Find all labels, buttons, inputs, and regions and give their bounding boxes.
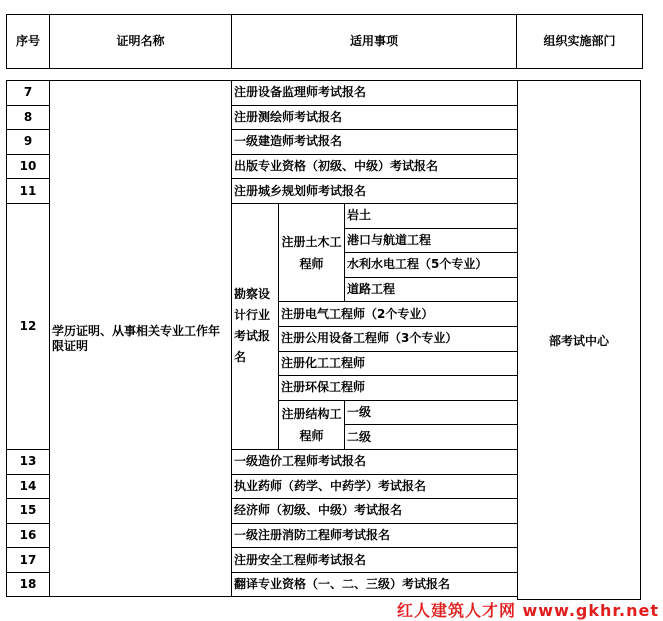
watermark: 红人建筑人才网 www.gkhr.net	[396, 601, 659, 620]
table-row	[7, 81, 518, 106]
structural-label: 注册结构工程师	[281, 406, 342, 443]
applicable-item: 经济师（初级、中级）考试报名	[232, 499, 518, 524]
structural-item: 二级	[345, 425, 518, 450]
row-number: 17	[7, 548, 50, 573]
applicable-item: 翻译专业资格（一、二、三级）考试报名	[232, 572, 518, 597]
certificate-name: 学历证明、从事相关专业工作年限证明	[52, 323, 221, 353]
civil-label: 注册土木工程师	[281, 234, 342, 271]
header-table	[6, 14, 643, 69]
row-number: 11	[7, 179, 50, 204]
applicable-item: 注册测绘师考试报名	[232, 105, 518, 130]
main-table	[6, 80, 518, 597]
row-number: 14	[7, 474, 50, 499]
civil-label-cell	[279, 203, 345, 301]
row-number: 13	[7, 449, 50, 474]
certificate-name-cell	[50, 81, 232, 597]
civil-item: 岩土	[345, 203, 518, 228]
civil-item: 道路工程	[345, 277, 518, 302]
applicable-item: 注册安全工程师考试报名	[232, 548, 518, 573]
applicable-item: 一级造价工程师考试报名	[232, 449, 518, 474]
applicable-item: 一级注册消防工程师考试报名	[232, 523, 518, 548]
civil-item: 水利水电工程（5个专业）	[345, 253, 518, 278]
utilities-item: 注册公用设备工程师（3个专业）	[279, 326, 518, 351]
civil-item: 港口与航道工程	[345, 228, 518, 253]
header-applicable: 适用事项	[232, 15, 517, 69]
structural-item: 一级	[345, 400, 518, 425]
applicable-item: 注册城乡规划师考试报名	[232, 179, 518, 204]
applicable-item: 一级建造师考试报名	[232, 130, 518, 155]
header-certificate: 证明名称	[50, 15, 232, 69]
environmental-item: 注册环保工程师	[279, 376, 518, 401]
group-label: 勘察设计行业考试报名	[234, 287, 271, 365]
row-number: 18	[7, 572, 50, 597]
row-number: 15	[7, 499, 50, 524]
header-index: 序号	[7, 15, 50, 69]
row-number: 12	[7, 203, 50, 449]
group-label-cell	[232, 203, 279, 449]
chemical-item: 注册化工工程师	[279, 351, 518, 376]
org-cell	[517, 80, 641, 600]
applicable-item: 注册设备监理师考试报名	[232, 81, 518, 106]
electrical-item: 注册电气工程师（2个专业）	[279, 302, 518, 327]
applicable-item: 执业药师（药学、中药学）考试报名	[232, 474, 518, 499]
row-number: 8	[7, 105, 50, 130]
org-name: 部考试中心	[548, 333, 609, 348]
structural-label-cell	[279, 400, 345, 449]
header-org: 组织实施部门	[517, 15, 643, 69]
row-number: 10	[7, 154, 50, 179]
row-number: 7	[7, 81, 50, 106]
row-number: 16	[7, 523, 50, 548]
row-number: 9	[7, 130, 50, 155]
applicable-item: 出版专业资格（初级、中级）考试报名	[232, 154, 518, 179]
